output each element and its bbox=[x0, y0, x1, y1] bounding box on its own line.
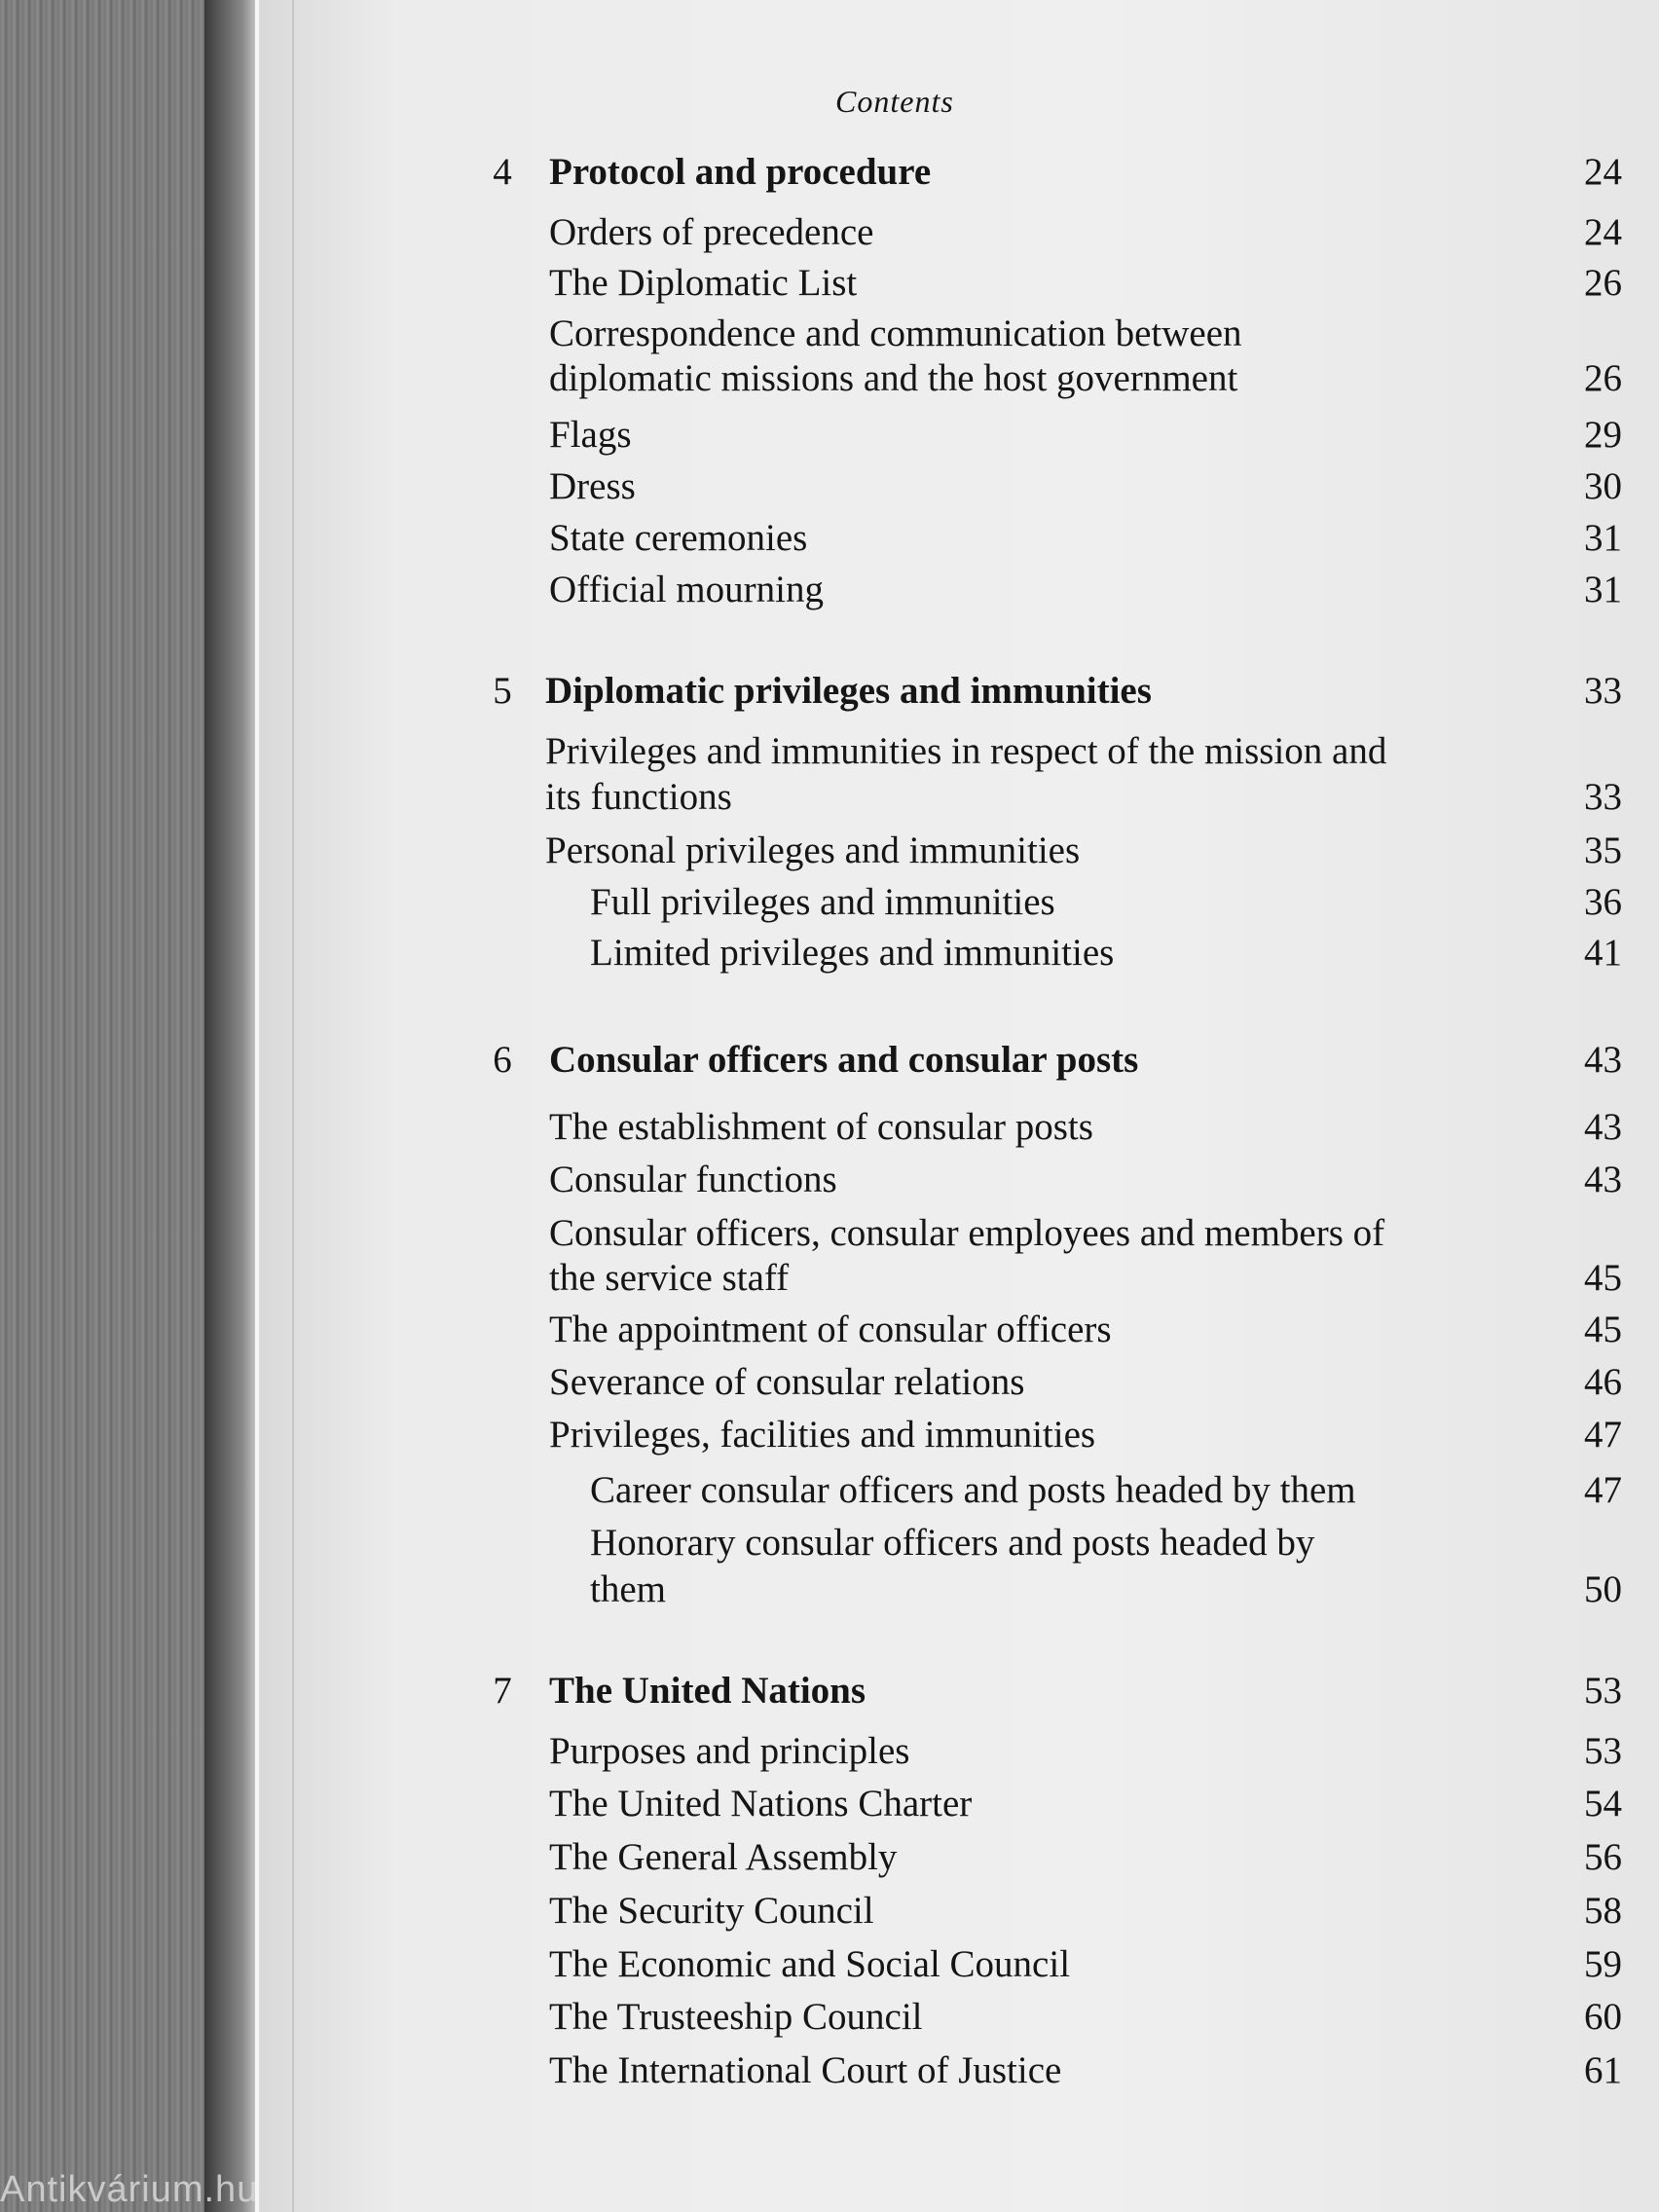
page-number: 58 bbox=[1584, 1890, 1622, 1932]
page-number: 41 bbox=[1584, 932, 1622, 974]
page-number: 30 bbox=[1584, 465, 1622, 507]
page-number: 31 bbox=[1584, 517, 1622, 559]
entry-title: The Economic and Social Council bbox=[549, 1943, 1071, 1985]
entry-title: Flags bbox=[549, 414, 632, 456]
entry-title-line-1: Privileges and immunities in respect of the mission and bbox=[545, 730, 1387, 772]
page-number: 59 bbox=[1584, 1943, 1622, 1985]
page-number: 56 bbox=[1584, 1836, 1622, 1878]
entry-title: Dress bbox=[549, 465, 636, 507]
entry-title: Personal privileges and immunities bbox=[545, 830, 1081, 871]
entry-title: The appointment of consular officers bbox=[549, 1309, 1112, 1350]
page-number: 45 bbox=[1584, 1257, 1622, 1299]
chapter-title: The United Nations bbox=[549, 1670, 866, 1712]
entry-title: Privileges, facilities and immunities bbox=[549, 1414, 1096, 1456]
entry-title: Career consular officers and posts headed by them bbox=[590, 1469, 1356, 1511]
page-number: 31 bbox=[1584, 569, 1622, 610]
chapter-title: Consular officers and consular posts bbox=[549, 1039, 1139, 1081]
page-gutter-line bbox=[292, 0, 294, 2212]
entry-title: Orders of precedence bbox=[549, 211, 874, 253]
page-number: 43 bbox=[1584, 1159, 1622, 1200]
entry-title: Purposes and principles bbox=[549, 1730, 910, 1772]
page-number: 46 bbox=[1584, 1361, 1622, 1403]
chapter-number: 6 bbox=[493, 1039, 512, 1081]
entry-title-line-2: its functions bbox=[545, 776, 732, 818]
entry-title-line-1: Honorary consular officers and posts headed by bbox=[590, 1522, 1315, 1564]
chapter-title: Protocol and procedure bbox=[549, 151, 932, 193]
entry-title: Official mourning bbox=[549, 569, 824, 610]
entry-title: The United Nations Charter bbox=[549, 1783, 973, 1825]
page-number: 26 bbox=[1584, 262, 1622, 304]
entry-title: The establishment of consular posts bbox=[549, 1106, 1093, 1148]
entry-title-line-2: diplomatic missions and the host government bbox=[549, 357, 1238, 399]
page-number: 43 bbox=[1584, 1106, 1622, 1148]
page-number: 60 bbox=[1584, 1996, 1622, 2038]
entry-title-line-1: Correspondence and communication between bbox=[549, 313, 1242, 354]
page-number: 53 bbox=[1584, 1730, 1622, 1772]
page-number: 36 bbox=[1584, 881, 1622, 923]
page-number: 50 bbox=[1584, 1568, 1622, 1610]
entry-title: Severance of consular relations bbox=[549, 1361, 1025, 1403]
entry-title: Limited privileges and immunities bbox=[590, 932, 1115, 974]
page-number: 53 bbox=[1584, 1670, 1622, 1712]
watermark: Antikvárium.hu bbox=[0, 2169, 259, 2210]
page-number: 24 bbox=[1584, 151, 1622, 193]
page-number: 33 bbox=[1584, 776, 1622, 818]
page-edge bbox=[255, 0, 259, 2212]
entry-title: The Diplomatic List bbox=[549, 262, 858, 304]
page-shadow bbox=[204, 0, 259, 2212]
entry-title: Consular functions bbox=[549, 1159, 837, 1200]
entry-title: State ceremonies bbox=[549, 517, 808, 559]
entry-title: The Trusteeship Council bbox=[549, 1996, 923, 2038]
entry-title-line-2: the service staff bbox=[549, 1257, 790, 1299]
book-page bbox=[255, 0, 1659, 2212]
running-head: Contents bbox=[835, 84, 954, 119]
page-number: 54 bbox=[1584, 1783, 1622, 1825]
entry-title: The International Court of Justice bbox=[549, 2049, 1062, 2091]
page-number: 61 bbox=[1584, 2049, 1622, 2091]
entry-title: The Security Council bbox=[549, 1890, 874, 1932]
chapter-title: Diplomatic privileges and immunities bbox=[545, 670, 1152, 712]
page-number: 35 bbox=[1584, 830, 1622, 871]
entry-title-line-1: Consular officers, consular employees and members of bbox=[549, 1212, 1385, 1254]
chapter-number: 5 bbox=[493, 670, 512, 712]
page-number: 45 bbox=[1584, 1309, 1622, 1350]
chapter-number: 4 bbox=[493, 151, 512, 193]
page-number: 26 bbox=[1584, 357, 1622, 399]
page-number: 47 bbox=[1584, 1414, 1622, 1456]
entry-title: The General Assembly bbox=[549, 1836, 898, 1878]
chapter-number: 7 bbox=[493, 1670, 512, 1712]
page-number: 47 bbox=[1584, 1469, 1622, 1511]
entry-title: Full privileges and immunities bbox=[590, 881, 1055, 923]
page-number: 33 bbox=[1584, 670, 1622, 712]
entry-title-line-2: them bbox=[590, 1568, 666, 1610]
page-number: 43 bbox=[1584, 1039, 1622, 1081]
page-number: 29 bbox=[1584, 414, 1622, 456]
page-number: 24 bbox=[1584, 211, 1622, 253]
